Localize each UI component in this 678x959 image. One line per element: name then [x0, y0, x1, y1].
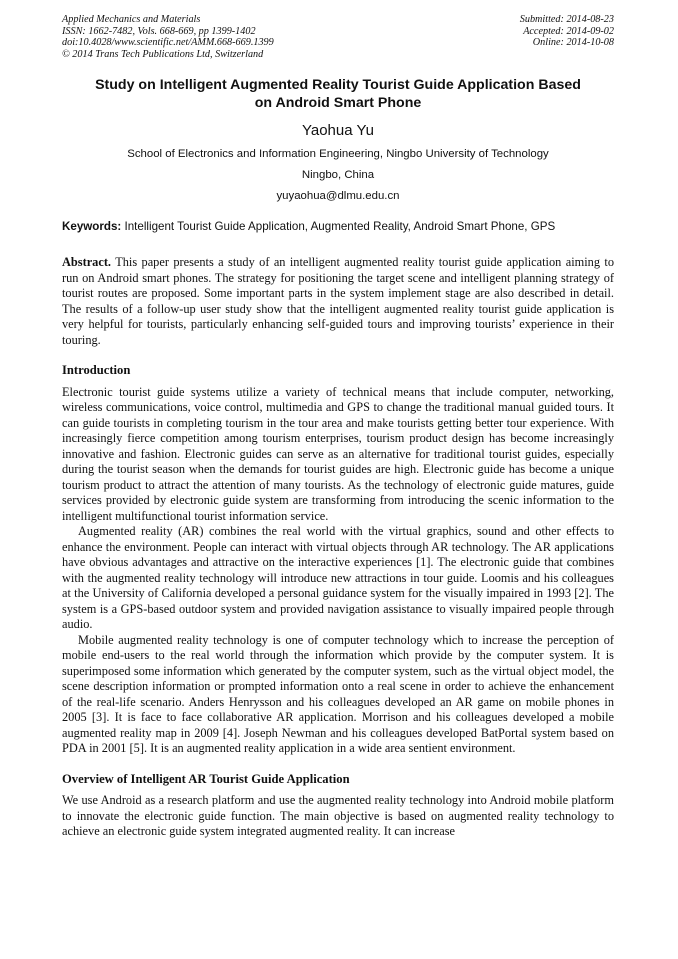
introduction-heading: Introduction: [62, 363, 131, 377]
abstract-label: Abstract.: [62, 255, 112, 269]
paper-page: [62, 14, 614, 840]
submitted-date: Submitted: 2014-08-23: [519, 14, 614, 25]
submission-dates: [520, 14, 614, 60]
journal-name: Applied Mechanics and Materials: [62, 14, 201, 25]
title-line-2: on Android Smart Phone: [254, 95, 422, 111]
journal-header: [62, 14, 614, 60]
overview-heading: Overview of Intelligent AR Tourist Guide Application: [62, 771, 350, 786]
intro-paragraph-1: Electronic tourist guide systems utilize a variety of technical means that include computer, networking, wireless communications, voice control, multimedia and GPS to change the traditional manual guided tours. It can guide tourists in completing tourism in the tour area and make tourists getting better tour experience. With increasingly fierce competition among tourism enterprises, tourism product design has become increasingly innovative and fashion. Electronic guides can serve as an alternative for traditional tourist guides, especially during the tourist season when the demands for tourist guides are high. Electronic guide has become a unique tourism product to attract the attention of many tourists. As the technology of electronic guide matures, guide services provided by electronic guide system are transforming from introducing the scenic information to the intelligent multifunctional tourist information service.: [62, 384, 614, 523]
journal-doi: doi:10.4028/www.scientific.net/AMM.668-669.1399: [62, 37, 274, 48]
keywords-label: Keywords:: [62, 220, 122, 233]
author-location: Ningbo, China: [301, 169, 375, 181]
keywords-text: Intelligent Tourist Guide Application, Augmented Reality, Android Smart Phone, GPS: [124, 220, 556, 233]
author-name: Yaohua Yu: [301, 122, 375, 139]
title-line-1: Study on Intelligent Augmented Reality Tourist Guide Application Based: [95, 77, 581, 93]
intro-paragraph-3: Mobile augmented reality technology is one of computer technology which to increase the perception of mobile end-users to the real world through the information which provide by the computer system. It is superimposed some information which generated by the computer system, such as the virtual object model, the scene description information or prompted information onto a real scene in order to achieve the enhancement of the real-life scenario. Anders Henrysson and his colleagues developed an AR game on mobile phones in 2005 [3]. It is face to face collaborative AR application. Morrison and his colleagues developed a mobile augmented reality map in 2009 [4]. Joseph Newman and his colleagues developed BatPortal system based on PDA in 2001 [5]. It is an augmented reality application in a wide area sentient environment.: [62, 632, 614, 755]
author-affiliation: School of Electronics and Information Engineering, Ningbo University of Technology: [127, 148, 549, 160]
abstract-text: This paper presents a study of an intelligent augmented reality tourist guide application aiming to run on Android smart phones. The strategy for positioning the target scene and intelligent planning strategy of tourist routes are proposed. Some important parts in the system implement stage are also described in detail. The results of a follow-up user study show that the intelligent augmented reality tourist guide application is very helpful for tourists, particularly enhancing self-guided tours and improving tourists’ experience in their touring.: [62, 255, 614, 347]
keywords: [62, 220, 614, 234]
accepted-date: Accepted: 2014-09-02: [523, 25, 614, 37]
paper-title: [62, 76, 614, 112]
journal-issn: ISSN: 1662-7482, Vols. 668-669, pp 1399-1402: [62, 25, 256, 37]
journal-info: [62, 14, 274, 60]
author-email: yuyaohua@dlmu.edu.cn: [276, 190, 400, 202]
intro-paragraph-2: Augmented reality (AR) combines the real world with the virtual graphics, sound and other effects to enhance the environment. People can interact with virtual objects through AR technology. The AR applications have obvious advantages and attractive on the interactive experiences [1]. The electronic guide that combines with the augmented reality technology will introduce new attractions in tour guide. Loomis and his colleagues at the University of California developed a personal guidance system for the visually impaired in 1993 [2]. The system is a GPS-based outdoor system and provided navigation assistance to visually impaired people through audio.: [62, 524, 614, 631]
online-date: Online: 2014-10-08: [532, 37, 614, 48]
abstract: [62, 255, 614, 348]
overview-paragraph: We use Android as a research platform and use the augmented reality technology into Android mobile platform to innovate the electronic guide function. The main objective is based on augmented reality technology to achieve an electronic guide system integrated augmented reality. It can increase: [62, 793, 614, 838]
journal-copyright: © 2014 Trans Tech Publications Ltd, Switzerland: [62, 48, 264, 60]
